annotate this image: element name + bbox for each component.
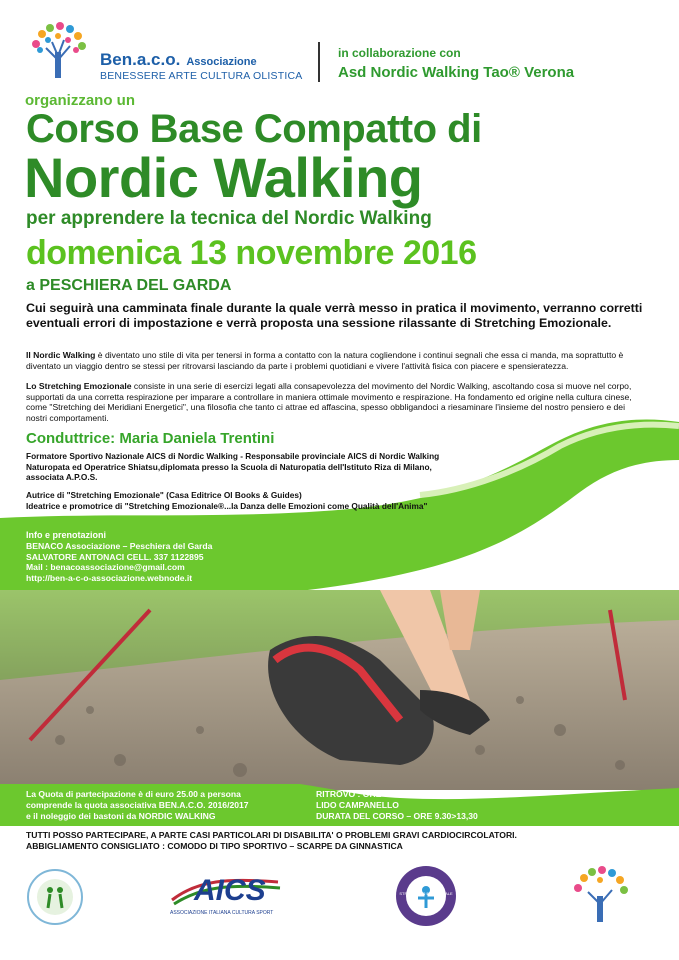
event-date: domenica 13 novembre 2016 <box>26 234 477 272</box>
aics-logo-subtitle: ASSOCIAZIONE ITALIANA CULTURA SPORT <box>170 910 274 916</box>
event-place: a PESCHIERA DEL GARDA <box>26 277 232 294</box>
walking-photo <box>0 590 679 790</box>
org-assoc-label: Associazione <box>186 56 257 68</box>
meeting-block: RITROVO : ORE 9.00 LIDO CAMPANELLO DURATA DEL CORSO – ORE 9.30>13,30 <box>316 789 478 821</box>
stretching-paragraph: Lo Stretching Emozionale consiste in una serie di esercizi legati alla consapevolezza del movimento del Nordic Walking, ascoltando cosa si muove nel corpo, supportati da una corretta respirazione per imparare a controllare in maniera ottimale movimento e respirazione. Ha fondamento ed origine nella cultura cinese, come "Stretching dei Meridiani Energetici", una filosofia che tanto ci attrae ed affascina, spesso obbligandoci a riesaminare l'insieme del nostro pensiero e dei nostri comportamenti. <box>26 381 632 423</box>
info-heading: Info e prenotazioni <box>26 530 106 540</box>
org-subtitle: BENESSERE ARTE CULTURA OLISTICA <box>100 70 303 82</box>
info-email[interactable]: Mail : benacoassociazione@gmail.com <box>26 562 185 573</box>
conductor-name: Conduttrice: Maria Daniela Trentini <box>26 430 275 447</box>
header-divider <box>318 42 320 82</box>
conductor-works: Autrice di "Stretching Emozionale" (Casa Editrice Ol Books & Guides) Ideatrice e promotrice di "Stretching Emozionale®...la Danza delle Emozioni come Qualità dell'Anima" <box>26 490 428 511</box>
walking-club-logo-icon <box>26 868 84 926</box>
nordic-walking-paragraph: Il Nordic Walking è diventato uno stile di vita per tenersi in forma a contatto con la natura cogliendone i continui segnali che essa ci manda, ma soprattutto è diventato un viaggio dentro se stessi per ritrovarsi lasciando da parte i problemi quotidiani e vivere l'attività fisica con piacere e spensieratezza. <box>26 350 624 371</box>
title-line-2: Nordic Walking <box>24 146 423 209</box>
org-name: Ben.a.c.o. Associazione <box>100 50 257 69</box>
collab-partner: Asd Nordic Walking Tao® Verona <box>338 64 575 81</box>
collab-label: in collaborazione con <box>338 46 461 60</box>
lead-paragraph: Cui seguirà una camminata finale durante la quale verrà messo in pratica il movimento, verranno corretti eventuali errori di impostazione e verrà proposta una sessione rilassante di Stretching Emozionale. <box>26 301 643 330</box>
fee-block: La Quota di partecipazione è di euro 25.00 a persona comprende la quota associativa BEN.A.C.O. 2016/2017 e il noleggio dei bastoni da NORDIC WALKING <box>26 789 249 821</box>
info-block <box>26 530 212 584</box>
stretching-logo-text: STRETCHING EMOZIONALE <box>399 891 453 896</box>
subtitle: per apprendere la tecnica del Nordic Walking <box>26 208 432 229</box>
stretching-logo-icon <box>394 864 458 928</box>
info-line: BENACO Associazione – Peschiera del Garda <box>26 540 213 551</box>
aics-logo <box>168 870 288 920</box>
title-line-1: Corso Base Compatto di <box>26 107 482 151</box>
tree-logo-footer-icon <box>564 864 636 924</box>
intro-text: organizzano un <box>25 92 135 109</box>
aics-logo-text: AICS <box>194 874 266 907</box>
tree-logo-icon <box>22 20 94 80</box>
conductor-bio: Formatore Sportivo Nazionale AICS di Nordic Walking - Responsabile provinciale AICS di Nordic Walking Naturopata ed Operatrice Shiatsu,diplomata presso la Scuola di Naturopatia dell'Istituto Riza di Milano, associata A.P.O.S. <box>26 451 440 482</box>
info-phone: SALVATORE ANTONACI CELL. 337 1122895 <box>26 551 204 562</box>
info-website-link[interactable]: http://ben-a-c-o-associazione.webnode.it <box>26 573 193 584</box>
notes-block: TUTTI POSSO PARTECIPARE, A PARTE CASI PARTICOLARI DI DISABILITA' O PROBLEMI GRAVI CARDIOCIRCOLATORI. ABBIGLIAMENTO CONSIGLIATO : COMODO DI TIPO SPORTIVO – SCARPE DA GINNASTICA <box>26 830 517 851</box>
stretching-emozionale-logo <box>394 864 458 928</box>
